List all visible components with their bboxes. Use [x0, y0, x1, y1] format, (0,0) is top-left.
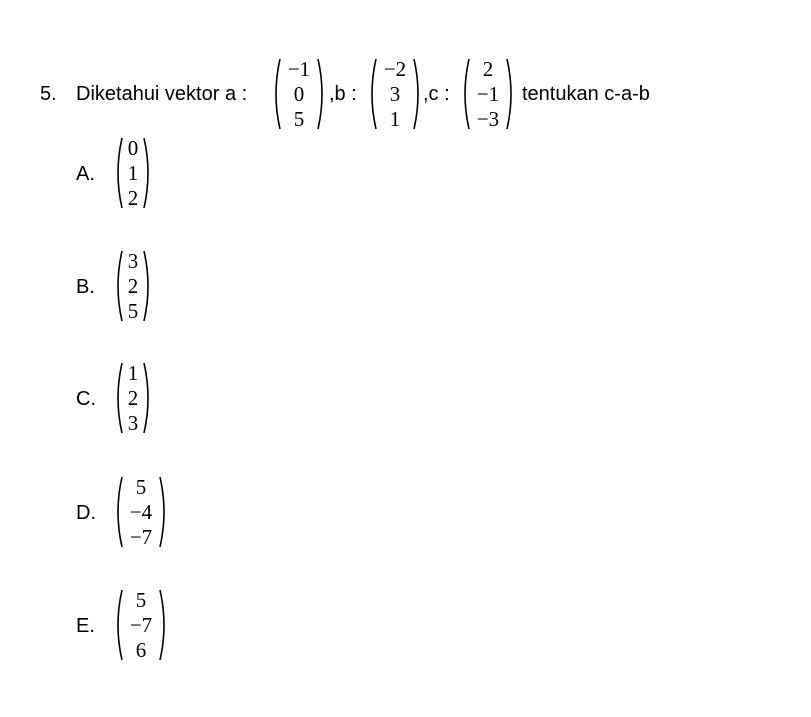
option-label: B. — [76, 276, 95, 298]
vector-c-entry: −1 — [476, 82, 500, 106]
vector-entry: 0 — [127, 136, 139, 160]
vector-entry: 2 — [127, 386, 139, 410]
right-parenthesis — [143, 362, 153, 434]
vector-b — [367, 58, 423, 130]
option-label: A. — [76, 163, 95, 185]
question-number: 5. — [40, 83, 57, 105]
vector-entry: 1 — [127, 161, 139, 185]
vector-a — [271, 58, 327, 130]
vector-entry: 2 — [127, 274, 139, 298]
vector-a-entry: −1 — [287, 57, 311, 81]
left-parenthesis — [113, 589, 123, 661]
option-vector — [113, 476, 169, 548]
left-parenthesis — [113, 137, 123, 209]
vector-b-entry: −2 — [383, 57, 407, 81]
vector-c-entry: 2 — [482, 57, 494, 81]
vector-entry: 5 — [127, 299, 139, 323]
question-intro: Diketahui vektor a : — [76, 83, 248, 105]
option-label: D. — [76, 502, 96, 524]
vector-entry: 6 — [135, 638, 147, 662]
left-parenthesis — [113, 476, 123, 548]
left-parenthesis — [271, 58, 281, 130]
left-parenthesis — [113, 250, 123, 322]
right-parenthesis — [317, 58, 327, 130]
left-parenthesis — [460, 58, 470, 130]
option-vector — [113, 362, 153, 434]
option-vector — [113, 137, 153, 209]
vector-entry: −4 — [129, 500, 153, 524]
vector-b-entry: 3 — [389, 82, 401, 106]
option-label: C. — [76, 388, 96, 410]
separator-c: ,c : — [423, 83, 450, 105]
right-parenthesis — [413, 58, 423, 130]
vector-entry: −7 — [129, 525, 153, 549]
right-parenthesis — [159, 476, 169, 548]
option-label: E. — [76, 615, 95, 637]
vector-c-entry: −3 — [476, 107, 500, 131]
vector-b-entry: 1 — [389, 107, 401, 131]
option-vector — [113, 250, 153, 322]
vector-entry: 2 — [127, 186, 139, 210]
separator-b: ,b : — [329, 83, 357, 105]
vector-entry: 3 — [127, 411, 139, 435]
vector-entry: 3 — [127, 249, 139, 273]
vector-entry: 1 — [127, 361, 139, 385]
right-parenthesis — [143, 250, 153, 322]
right-parenthesis — [143, 137, 153, 209]
vector-a-entry: 5 — [293, 107, 305, 131]
question-instruction: tentukan c-a-b — [522, 83, 650, 105]
left-parenthesis — [113, 362, 123, 434]
vector-a-entry: 0 — [293, 82, 305, 106]
vector-c — [460, 58, 516, 130]
option-vector — [113, 589, 169, 661]
left-parenthesis — [367, 58, 377, 130]
vector-entry: 5 — [135, 588, 147, 612]
vector-entry: 5 — [135, 475, 147, 499]
vector-entry: −7 — [129, 613, 153, 637]
right-parenthesis — [159, 589, 169, 661]
right-parenthesis — [506, 58, 516, 130]
